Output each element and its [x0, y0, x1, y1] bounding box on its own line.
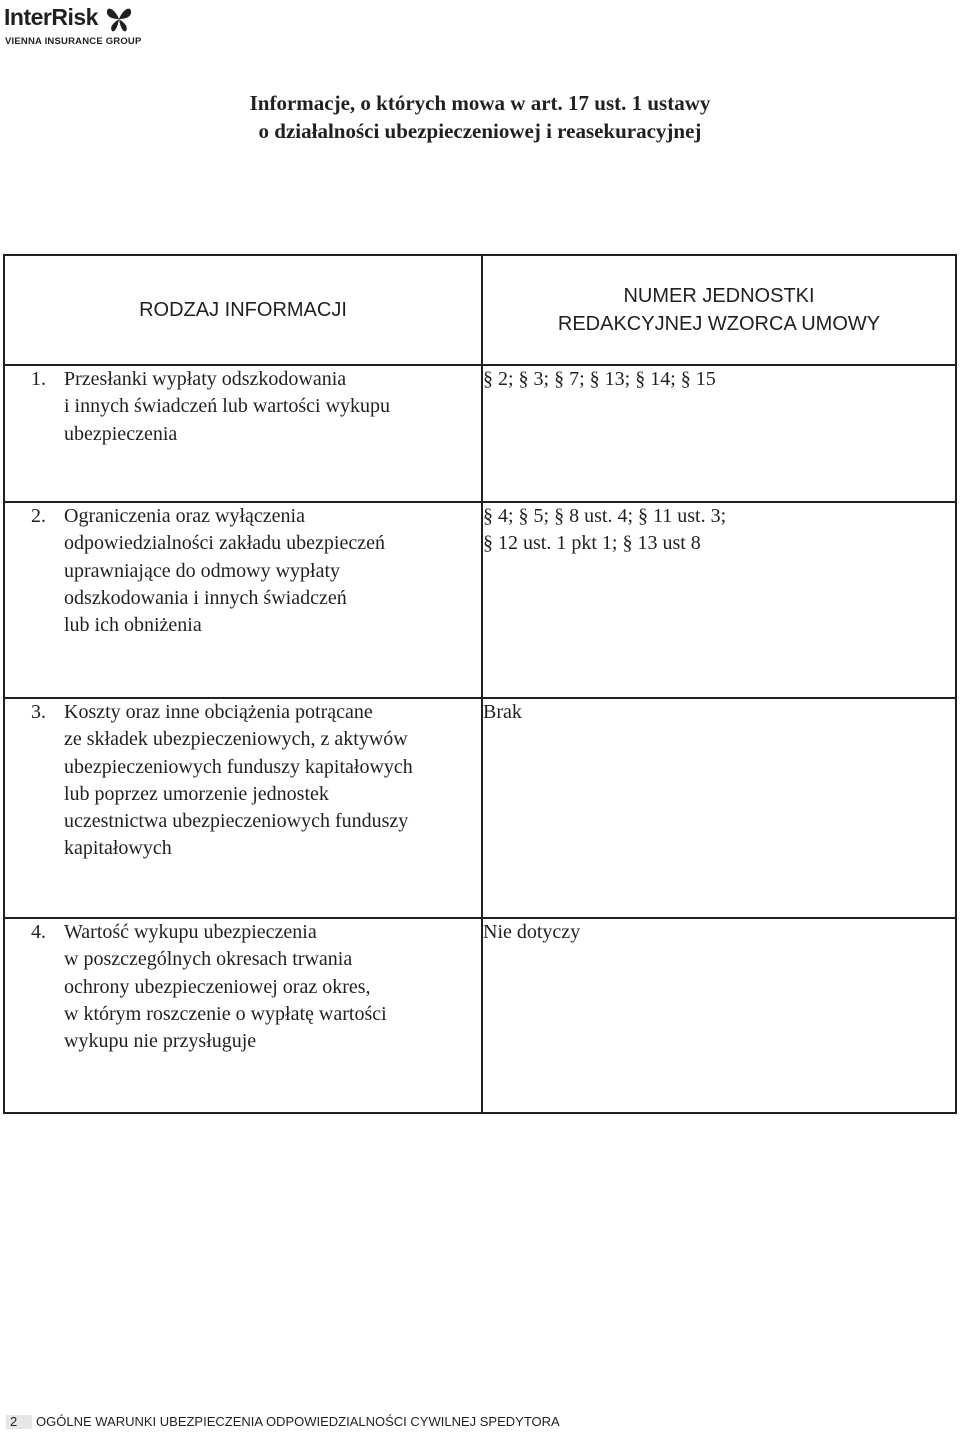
info-text-line: ze składek ubezpieczeniowych, z aktywów — [64, 728, 408, 751]
item-number: 1. — [31, 368, 46, 390]
info-text-line: ochrony ubezpieczeniowej oraz okres, — [64, 975, 371, 998]
reference-cell — [482, 698, 956, 918]
reference-text-line: Nie dotyczy — [483, 921, 581, 943]
info-text-line: lub ich obniżenia — [64, 614, 202, 637]
table-row — [4, 365, 956, 502]
info-cell — [4, 918, 482, 1113]
reference-text-line: Brak — [483, 701, 522, 723]
item-number: 2. — [31, 505, 46, 527]
info-text-line: wykupu nie przysługuje — [64, 1030, 257, 1053]
page-footer — [6, 1415, 560, 1429]
table-row — [4, 698, 956, 918]
info-text-line: ubezpieczenia — [64, 422, 178, 445]
item-number: 4. — [31, 921, 46, 943]
header-info-type-label: RODZAJ INFORMACJI — [139, 299, 347, 321]
info-text-line: uczestnictwa ubezpieczeniowych funduszy — [64, 810, 409, 833]
reference-cell — [482, 502, 956, 698]
butterfly-icon — [104, 4, 134, 34]
reference-text-line: § 4; § 5; § 8 ust. 4; § 11 ust. 3; — [483, 505, 727, 527]
reference-text-line: § 2; § 3; § 7; § 13; § 14; § 15 — [483, 368, 716, 390]
info-text-line: Koszty oraz inne obciążenia potrącane — [64, 701, 373, 723]
info-cell — [4, 502, 482, 698]
footer-text: OGÓLNE WARUNKI UBEZPIECZENIA ODPOWIEDZIALNOŚCI CYWILNEJ SPEDYTORA — [36, 1414, 560, 1429]
item-number: 3. — [31, 701, 46, 723]
info-text-line: Wartość wykupu ubezpieczenia — [64, 921, 317, 943]
info-text-line: Przesłanki wypłaty odszkodowania — [64, 368, 347, 390]
header-info-type — [4, 255, 482, 365]
table-row — [4, 918, 956, 1113]
logo-subtext: VIENNA INSURANCE GROUP — [5, 36, 142, 47]
page-number: 2 — [6, 1415, 32, 1429]
info-text-line: lub poprzez umorzenie jednostek — [64, 782, 329, 805]
info-text-line: uprawniające do odmowy wypłaty — [64, 559, 341, 582]
company-logo — [4, 4, 164, 50]
info-cell — [4, 698, 482, 918]
table-row — [4, 502, 956, 698]
info-text-line: i innych świadczeń lub wartości wykupu — [64, 395, 391, 418]
logo-wordmark: InterRisk — [4, 4, 98, 30]
header-unit-number-line-1: NUMER JEDNOSTKI — [623, 285, 815, 307]
table-header-row — [4, 255, 956, 365]
header-unit-number — [482, 255, 956, 365]
info-cell — [4, 365, 482, 502]
document-title-line-2: o działalności ubezpieczeniowej i reasekuracyjnej — [258, 119, 702, 143]
header-unit-number-line-2: REDAKCYJNEJ WZORCA UMOWY — [557, 313, 881, 335]
info-text-line: odszkodowania i innych świadczeń — [64, 586, 347, 609]
information-table — [3, 254, 957, 1114]
document-title-line-1: Informacje, o których mowa w art. 17 ust. 1 ustawy — [249, 91, 711, 115]
info-text-line: ubezpieczeniowych funduszy kapitałowych — [64, 755, 413, 778]
info-text-line: Ograniczenia oraz wyłączenia — [64, 505, 305, 527]
info-text-line: kapitałowych — [64, 837, 172, 860]
reference-cell — [482, 365, 956, 502]
info-text-line: odpowiedzialności zakładu ubezpieczeń — [64, 532, 385, 555]
info-text-line: w którym roszczenie o wypłatę wartości — [64, 1002, 387, 1025]
info-text-line: w poszczególnych okresach trwania — [64, 948, 353, 971]
reference-text-line: § 12 ust. 1 pkt 1; § 13 ust 8 — [483, 532, 701, 555]
reference-cell — [482, 918, 956, 1113]
